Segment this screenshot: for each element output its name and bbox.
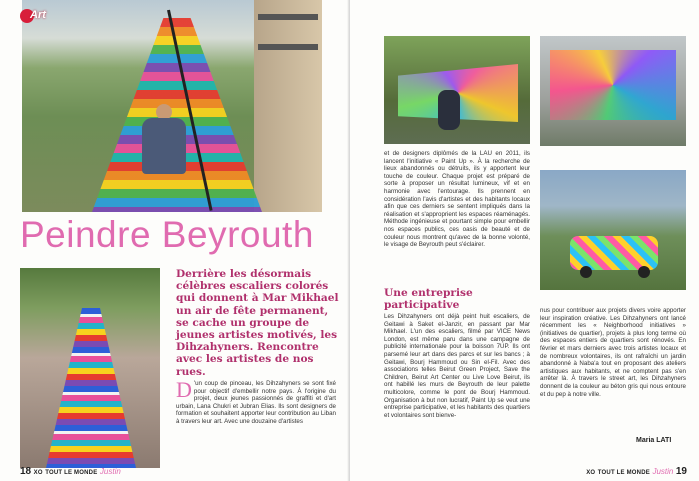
- geometric-mural: [550, 50, 676, 120]
- article-body-col2: nus pour contribuer aux projets divers voire apporter leur inspiration créative. Les Dihzahyners ont lancé récemment les « Neighborhood initiatives » (initiatives de quartier), projets à plus long terme où des espaces entiers de quartiers sont rénovés. En février et mars derniers avec trois artistes locaux et de nombreux volontaires, ils ont rafraîchi un jardin abandonné à Naba'a tout en proposant des ateliers artistiques aux habitants, et ne comptent pas s'en arrêter là. À travers le street art, les Dihzahyners donnent de la couleur au béton gris qui nous entoure et du pep à notre ville.: [540, 307, 686, 398]
- magazine-prefix: XO: [33, 470, 43, 476]
- magazine-name: TOUT LE MONDE: [45, 470, 98, 476]
- section-subhead: Une entreprise participative: [384, 287, 473, 311]
- body-text: 'un coup de pinceau, les Dihzahyners se sont fixé pour objectif d'embellir notre pays. À l'origine du projet, deux jeunes passionnés de graffiti et d'art urbain, Lana Chukri et Jubran Elias. Ils sont designers de formation et souhaitent apporter leur contribution au Liban à travers leur art. Avec une douzaine d'artistes: [176, 380, 336, 425]
- balcony-rail: [258, 14, 318, 20]
- article-lede: Derrière les désormais célèbres escaliers colorés qui donnent à Mar Mikhael un air de fête permanent, se cache un groupe de jeunes artistes motivés, les Dihzahyners. Rencontre avec les artistes de nos rues.: [176, 268, 339, 378]
- magazine-prefix: XO: [586, 470, 596, 476]
- van-wheel: [638, 266, 650, 278]
- painted-van: [570, 236, 658, 270]
- badge-label: Art: [30, 9, 46, 21]
- right-page: [350, 0, 699, 481]
- mural-painting-photo: [384, 36, 530, 144]
- left-page: [0, 0, 349, 481]
- painted-van-photo: [540, 170, 686, 290]
- mural-wall-photo: [540, 36, 686, 146]
- alley-stairs-photo: [20, 268, 160, 468]
- page-number: 18: [20, 466, 32, 477]
- page-footer-right: [586, 466, 687, 477]
- painter-figure: [142, 118, 186, 174]
- author-byline: Maria LATI: [636, 437, 672, 444]
- page-number: 19: [675, 466, 687, 477]
- magazine-name: TOUT LE MONDE: [597, 470, 650, 476]
- painted-stairs: [46, 308, 136, 468]
- balcony-rail: [258, 44, 318, 50]
- article-body-col1: et de designers diplômés de la LAU en 2011, ils lancent l'initiative « Paint Up ». À la recherche de lieux abandonnés ou détruits, ils y apportent leur touche de couleur. Chaque projet est préparé de sorte à proposer un résultat lumineux, vif et en harmonie avec l'entourage. Ils prennent en considération l'avis d'artistes et des habitants locaux afin que ces derniers se sentent impliqués dans la réalisation et s'approprient les espaces réaménagés. Méthode ingénieuse et pourtant simple pour embellir nos espaces publics, ces oasis de beauté et de couleur nous montrent qu'avec de la bonne volonté, le visage de Beyrouth peut s'éclairer.: [384, 150, 530, 249]
- page-footer-left: [20, 466, 121, 477]
- article-body-col1-bottom: Les Dihzahyners ont déjà peint huit escaliers, de Geitawi à Saket el-Janzir, en passant par Mar Mikhael. L'un des escaliers, filmé par VICE News London, est même paru dans une campagne de publicité internationale pour la boisson 7UP. Ils ont parsemé leur art dans des parcs et sur les bancs ; à Geitawi, Bourj Hammoud ou Sin el-Fil. Avec des associations telles Beirut Green Project, Save the Children, Beirut Art Center ou Live Love Beirut, ils ont habillé les murs de Beyrouth de leur palette multicolore, comme le pont de Bourj Hammoud. Organisation à but non lucratif, Paint Up se veut une entreprise participative, et les habitants des quartiers et volontaires sont bienve-: [384, 313, 530, 419]
- magazine-accent: Justin: [652, 467, 674, 476]
- stairs-painter-photo: [22, 0, 322, 212]
- article-body-left: [176, 377, 336, 426]
- van-wheel: [580, 266, 592, 278]
- painter-figure: [438, 90, 460, 130]
- section-badge: [20, 6, 50, 26]
- drop-cap: D: [176, 377, 192, 402]
- article-headline: Peindre Beyrouth: [20, 214, 314, 255]
- magazine-accent: Justin: [99, 467, 121, 476]
- building-wall: [254, 0, 322, 212]
